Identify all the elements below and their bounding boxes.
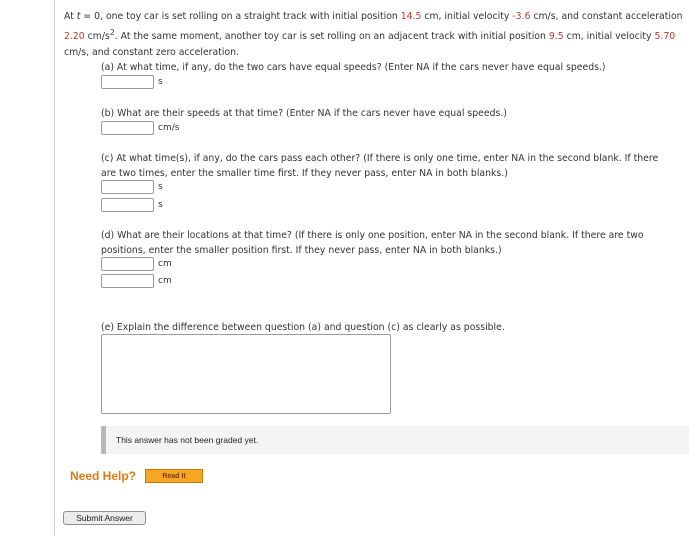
intro-text: . At the same moment, another toy car is set rolling on an adjacent track with initial position — [114, 31, 549, 43]
read-it-button[interactable]: Read It — [145, 469, 203, 483]
question-b-text: (b) What are their speeds at that time? (Enter NA if the cars never have equal speeds.) — [101, 108, 507, 119]
answer-d2-input[interactable] — [101, 274, 154, 288]
question-a-text: (a) At what time, if any, do the two cars have equal speeds? (Enter NA if the cars never have equal speeds.) — [101, 62, 606, 73]
answer-c2-input[interactable] — [101, 198, 154, 212]
question-c-text: (c) At what time(s), if any, do the cars pass each other? (If there is only one time, enter NA in the second blank. If there are two times, enter the smaller time first. If they never pass, enter NA in both blanks.) — [101, 153, 659, 179]
answer-c2-unit: s — [158, 200, 163, 210]
intro-text: At — [64, 11, 77, 22]
intro-text: cm/s, and constant acceleration — [530, 11, 683, 22]
acceleration-1: 2.20 — [64, 31, 85, 43]
initial-position-1: 14.5 — [400, 11, 422, 22]
need-help-label: Need Help? — [70, 469, 137, 483]
question-e-text: (e) Explain the difference between question (a) and question (c) as clearly as possible. — [101, 322, 505, 333]
question-d-text: (d) What are their locations at that time? (If there is only one position, enter NA in the second blank. If there are two positions, enter the smaller position first. If they never pass, enter NA in both blanks.) — [101, 230, 644, 256]
answer-c1-input[interactable] — [101, 180, 154, 194]
answer-a-row — [101, 74, 163, 90]
intro-text: = 0, one toy car is set rolling on a straight track with initial position — [80, 11, 401, 22]
answer-c1-unit: s — [158, 182, 163, 192]
problem-statement — [64, 9, 684, 61]
time-variable: t — [76, 11, 81, 22]
answer-b-input[interactable] — [101, 121, 154, 135]
answer-a-unit: s — [158, 77, 163, 87]
grading-status: This answer has not been graded yet. — [101, 426, 689, 454]
answer-c2-row — [101, 197, 163, 213]
initial-velocity-1: -3.6 — [512, 11, 531, 22]
exponent: 2 — [109, 28, 115, 37]
answer-d2-unit: cm — [158, 276, 172, 286]
answer-e-textarea[interactable] — [101, 334, 391, 414]
answer-b-row — [101, 120, 179, 136]
answer-d2-row — [101, 273, 172, 289]
answer-b-unit: cm/s — [158, 123, 180, 133]
answer-c1-row — [101, 179, 163, 195]
answer-d1-unit: cm — [158, 259, 172, 269]
initial-position-2: 9.5 — [548, 31, 564, 43]
answer-d1-row — [101, 256, 172, 272]
initial-velocity-2: 5.70 — [654, 31, 676, 43]
intro-text: cm/s, and constant zero acceleration. — [64, 47, 239, 59]
answer-a-input[interactable] — [101, 75, 154, 89]
intro-text: cm, initial velocity — [563, 31, 655, 43]
intro-text: cm, initial velocity — [421, 11, 513, 22]
intro-text: cm/s — [84, 31, 110, 43]
answer-d1-input[interactable] — [101, 257, 154, 271]
submit-answer-button[interactable]: Submit Answer — [63, 511, 146, 525]
